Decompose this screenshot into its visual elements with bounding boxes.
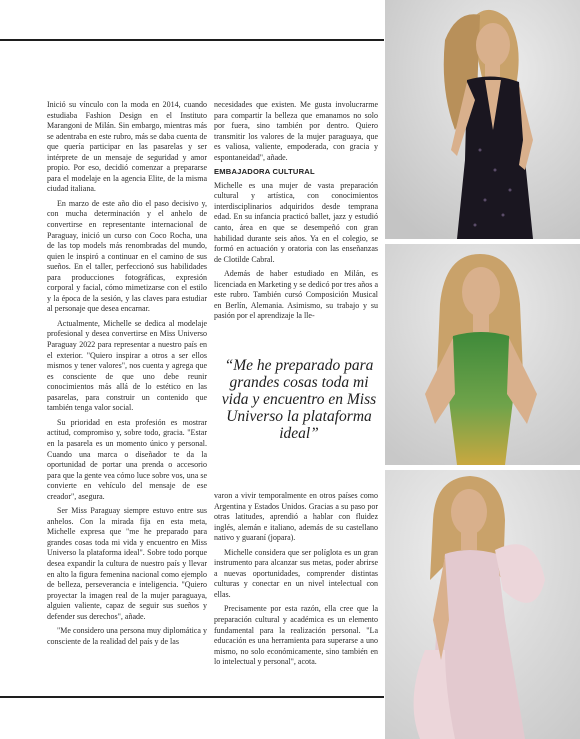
photo-black-dress	[385, 0, 580, 239]
pull-quote: “Me he preparado para grandes cosas toda mi vida y encuentro en Miss Universo la plataforma ideal”	[221, 357, 377, 442]
bottom-rule	[0, 696, 384, 698]
left-column	[47, 100, 207, 651]
paragraph: Michelle es una mujer de vasta preparación cultural y artística, con conocimientos interdisciplinarios adquiridos desde temprana edad. En su infancia practicó ballet, jazz y estudió canto, área en que se desempeñó con gran habilidad durante seis años. Ya en el colegio, se formó en actuación y oratoria con las enseñanzas de Clotilde Cabral.	[214, 180, 378, 264]
paragraph: Inició su vínculo con la moda en 2014, cuando estudiaba Fashion Design en el Instituto Marangoni de Milán. Sin embargo, mientras más se adentraba en este rubro, más se daba cuenta de que quería participar en las pasarelas y ser intérprete de un mensaje de seguridad y amor propio. Por eso, decidió comenzar a prepararse para el modelaje en la agencia Elite, de la misma ciudad italiana.	[47, 100, 207, 194]
paragraph: varon a vivir temporalmente en otros países como Argentina y Estados Unidos. Gracias a su paso por otras latitudes, aprendió a hablar con fluidez inglés, alemán e italiano, además de su castellano nativo y guaraní (jopara).	[214, 491, 378, 543]
photo-pink-dress	[385, 470, 580, 739]
paragraph: Ser Miss Paraguay siempre estuvo entre sus anhelos. Con la mirada fija en esta meta, Michelle expresa que "me he preparado para grandes cosas toda mi vida y encuentro en Miss Universo la plataforma ideal". Sobre todo porque desea expandir la cultura de nuestro país y llevar en alto la figura femenina nacional como ejemplo de belleza, perseverancia e inteligencia. "Quiero proyectar la imagen real de la mujer paraguaya, alguien valiente, capaz de seguir sus sueños y defender sus derechos", añade.	[47, 506, 207, 621]
paragraph: Actualmente, Michelle se dedica al modelaje profesional y desea convertirse en Miss Universo Paraguay 2022 para representar a nuestro país en el exterior. "Quiero inspirar a otros a ser ellos mismos y tener valores", nos cuenta y agrega que es consciente de que uno debe reunir conocimientos más allá de lo estético en las pasarelas, para construir un contenido que también tenga valor social.	[47, 318, 207, 413]
paragraph: Precisamente por esta razón, ella cree que la preparación cultural y académica es un elemento fundamental para la realización personal. "La educación es una herramienta para superarse a uno mismo, no solo económicamente, sino también en lo intelectual y personal", acota.	[214, 604, 378, 667]
paragraph: Michelle considera que ser políglota es un gran instrumento para alcanzar sus metas, poder abrirse a nuevas oportunidades, comprender distintas culturas y conectar en un nivel intelectual con ellas.	[214, 547, 378, 599]
section-heading: EMBAJADORA CULTURAL	[214, 167, 315, 177]
paragraph: Además de haber estudiado en Milán, es licenciada en Marketing y se dedicó por tres años a este rubro. También cursó Composición Musical en Berlín, Alemania. Asimismo, su trabajo y su pasión por el aprendizaje la lle-	[214, 269, 378, 321]
paragraph: necesidades que existen. Me gusta involucrarme para compartir la belleza que emanamos no solo por fuera, sino también por dentro. Quiero transmitir los valores de la mujer paraguaya, que es valiosa, valiente, empoderada, con gracia y espontaneidad", añade.	[214, 100, 378, 162]
top-rule	[0, 39, 384, 41]
right-column-bottom	[214, 491, 378, 672]
paragraph: "Me considero una persona muy diplomática y consciente de la realidad del país y de las	[47, 626, 207, 646]
paragraph: Su prioridad en esta profesión es mostrar actitud, compromiso y, sobre todo, gracia. "Estar en la pasarela es un momento único y personal. Cuando una marca o diseñador te da la oportunidad de portar una prenda o accesorio para que la gente vea cómo luce sobre vos, una se convierte en vehículo del mensaje de ese creador", asegura.	[47, 417, 207, 501]
right-column-top	[214, 100, 378, 326]
photo-green-dress	[385, 244, 580, 465]
paragraph: En marzo de este año dio el paso decisivo y, con mucha determinación y el anhelo de convertirse en representante internacional de Paraguay, inició un curso con Coco Rocha, una de las top models más renombradas del mundo, quien le inspiró a continuar en el camino de sus sueños. En el taller, perfeccionó sus habilidades para producciones fotográficas, expresión corporal y facial, cómo mimetizarse con el estilo y la época de la sesión, y las claves para estudiar al personaje que desea encarnar.	[47, 198, 207, 314]
